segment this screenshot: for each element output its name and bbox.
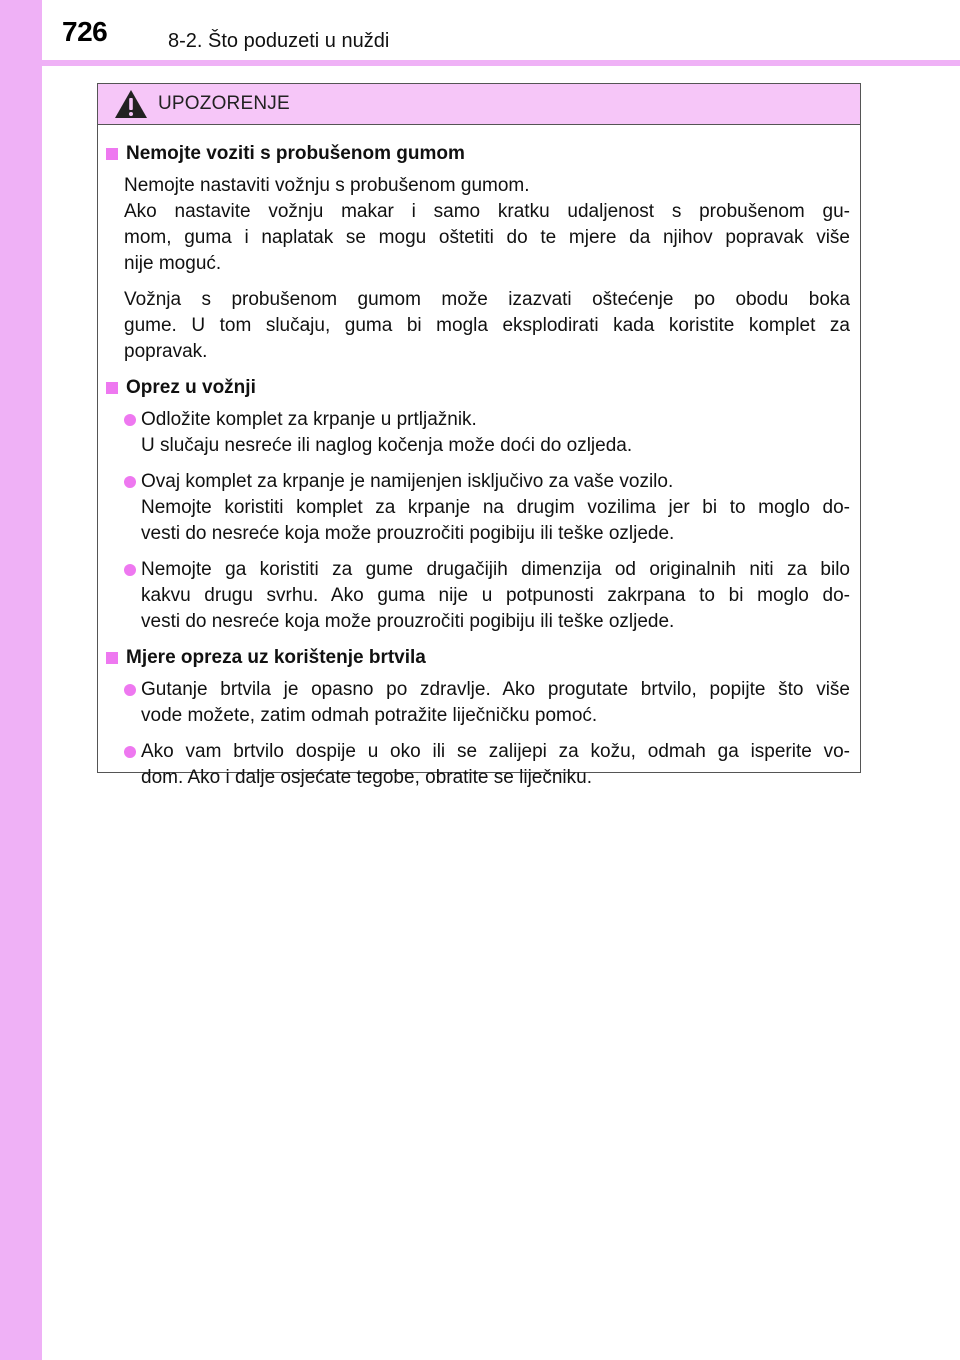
paragraph-line: gume. U tom slučaju, guma bi mogla eksplodirati kada koristite komplet za [124, 315, 850, 336]
round-bullet-icon [124, 476, 136, 488]
bullet-text [141, 469, 850, 547]
bullet-item [124, 739, 850, 791]
bullet-text [141, 739, 850, 791]
paragraph-line: Ako nastavite vožnju makar i samo kratku udaljenost s probušenom gu- [124, 201, 850, 222]
bullet-text [141, 677, 850, 729]
warning-box [97, 83, 861, 788]
warning-section [106, 645, 850, 791]
bullet-line: U slučaju nesreće ili naglog kočenja može doći do ozljeda. [141, 435, 633, 456]
bullet-text [141, 557, 850, 635]
paragraph-line: Nemojte nastaviti vožnju s probušenom gumom. [124, 175, 530, 196]
square-bullet-icon [106, 148, 118, 160]
bullet-item [124, 469, 850, 547]
section-heading-text: Oprez u vožnji [126, 377, 256, 398]
bullet-line: Nemojte koristiti komplet za krpanje na drugim vozilima jer bi to moglo do- [141, 497, 850, 518]
warning-header [98, 84, 860, 125]
paragraph-line: popravak. [124, 341, 208, 362]
round-bullet-icon [124, 746, 136, 758]
bullet-item [124, 677, 850, 729]
bullet-line: vesti do nesreće koja može prouzročiti pogibiju ili teške ozljede. [141, 523, 675, 544]
section-heading-text: Nemojte voziti s probušenom gumom [126, 143, 465, 164]
section-heading [106, 645, 850, 671]
bullet-item [124, 407, 850, 459]
bullet-line: dom. Ako i dalje osjećate tegobe, obratite se liječniku. [141, 767, 592, 788]
square-bullet-icon [106, 652, 118, 664]
side-color-strip [0, 0, 42, 1360]
bullet-line: vesti do nesreće koja može prouzročiti pogibiju ili teške ozljede. [141, 611, 675, 632]
bullet-line: vode možete, zatim odmah potražite liječničku pomoć. [141, 705, 598, 726]
section-title: 8-2. Što poduzeti u nuždi [168, 30, 390, 52]
paragraph [124, 173, 850, 277]
warning-title: UPOZORENJE [158, 93, 290, 114]
paragraph-line: mom, guma i naplatak se mogu oštetiti do te mjere da njihov popravak više [124, 227, 850, 248]
page-number: 726 [62, 16, 108, 47]
warning-body [98, 125, 860, 791]
bullet-line: Ovaj komplet za krpanje je namijenjen isključivo za vaše vozilo. [141, 471, 674, 492]
square-bullet-icon [106, 382, 118, 394]
warning-section [106, 375, 850, 635]
warning-section [106, 141, 850, 365]
bullet-line: kakvu drugu svrhu. Ako guma nije u potpunosti zakrpana to bi moglo do- [141, 585, 850, 606]
header-color-bar [42, 60, 960, 66]
round-bullet-icon [124, 564, 136, 576]
paragraph-line: Vožnja s probušenom gumom može izazvati oštećenje po obodu boka [124, 289, 850, 310]
bullet-line: Nemojte ga koristiti za gume drugačijih dimenzija od originalnih niti za bilo [141, 559, 850, 580]
warning-triangle-icon [114, 89, 148, 119]
section-heading [106, 375, 850, 401]
bullet-line: Ako vam brtvilo dospije u oko ili se zalijepi za kožu, odmah ga isperite vo- [141, 741, 850, 762]
round-bullet-icon [124, 684, 136, 696]
section-heading [106, 141, 850, 167]
round-bullet-icon [124, 414, 136, 426]
bullet-text [141, 407, 850, 459]
paragraph [124, 287, 850, 365]
bullet-line: Gutanje brtvila je opasno po zdravlje. Ako progutate brtvilo, popijte što više [141, 679, 850, 700]
paragraph-line: nije moguć. [124, 253, 222, 274]
bullet-line: Odložite komplet za krpanje u prtljažnik. [141, 409, 477, 430]
bullet-item [124, 557, 850, 635]
section-heading-text: Mjere opreza uz korištenje brtvila [126, 647, 426, 668]
